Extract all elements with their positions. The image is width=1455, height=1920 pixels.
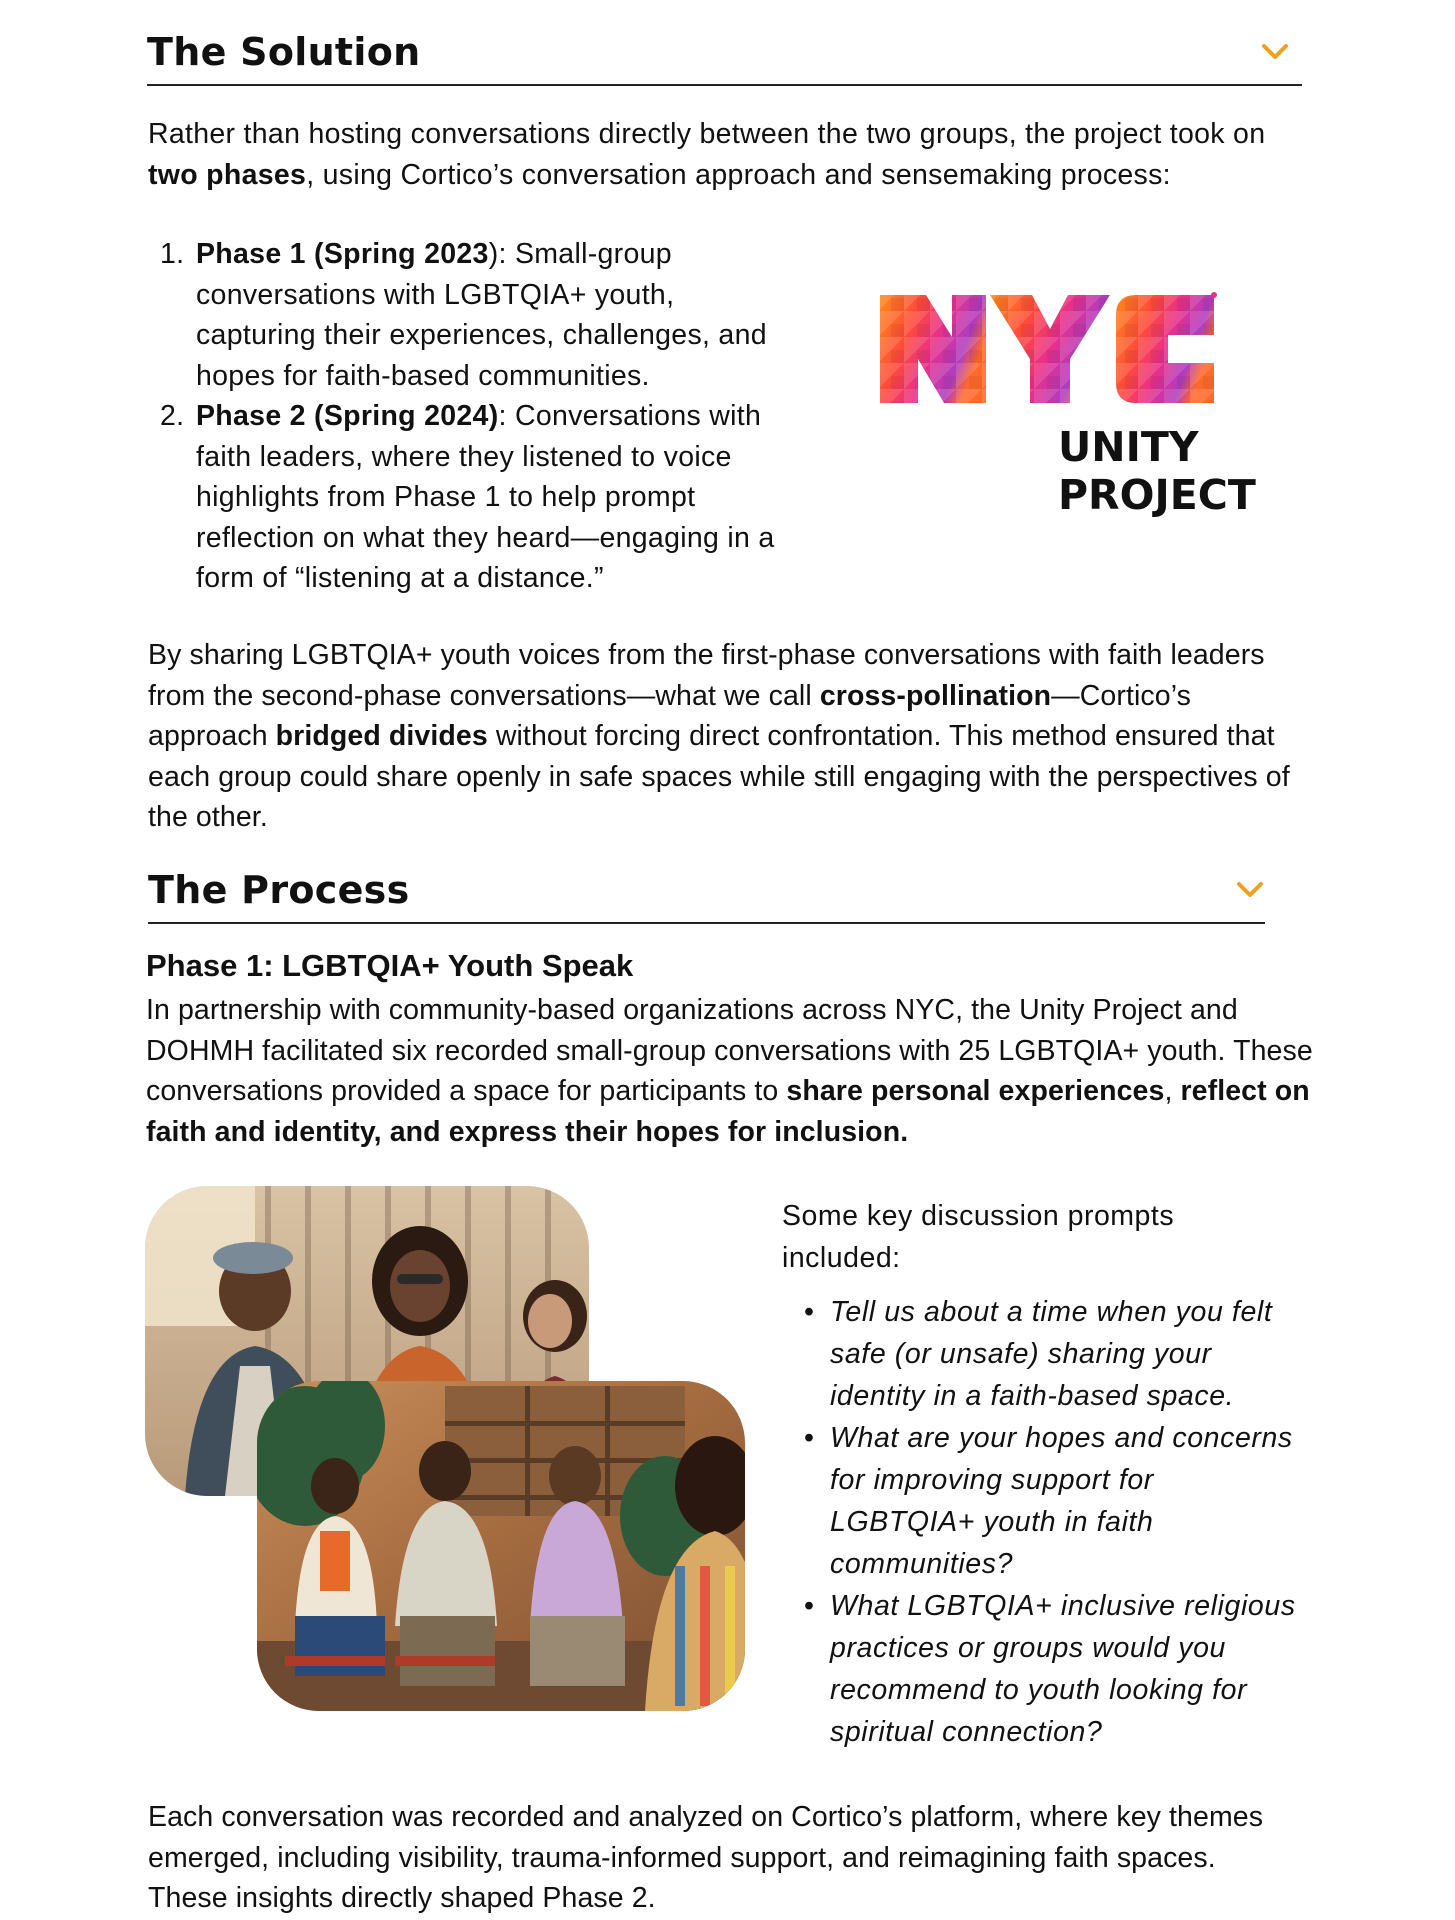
solution-intro-text-end: , using Cortico’s conversation approach and sensemaking process: bbox=[306, 158, 1171, 191]
closing-bold-cross-pollination: cross-pollination bbox=[819, 679, 1052, 712]
phase1-text: , bbox=[1164, 1075, 1181, 1107]
nyc-letters bbox=[880, 292, 1217, 403]
closing-bold-bridged-divides: bridged divides bbox=[275, 720, 488, 752]
process-heading: The Process bbox=[148, 868, 410, 912]
logo-line-unity: UNITY bbox=[1058, 423, 1199, 471]
list-item bbox=[148, 234, 798, 396]
solution-header[interactable] bbox=[147, 20, 1302, 86]
process-closing: Each conversation was recorded and analyzed on Cortico’s platform, where key themes emerged, including visibility, trauma-informed support, and reimagining faith spaces. These insights directly shaped Phase 2. bbox=[148, 1801, 1264, 1914]
list-item: • What LGBTQIA+ inclusive religious practices or groups would you recommend to youth looking for spiritual connection? bbox=[782, 1585, 1302, 1753]
chevron-down-icon[interactable] bbox=[1235, 875, 1265, 905]
phase-title-close: ) bbox=[488, 238, 499, 270]
phase-title: Phase 2 (Spring 2024) bbox=[196, 400, 499, 432]
list-item: • What are your hopes and concerns for improving support for LGBTQIA+ youth in faith communities? bbox=[782, 1417, 1302, 1585]
prompts-list bbox=[782, 1291, 1302, 1753]
phase1-description bbox=[146, 990, 1316, 1152]
phase1-bold: reflect on faith and identity, and express their hopes for inclusion. bbox=[146, 1075, 1310, 1148]
closing-text: without forcing direct confrontation. This method ensured that each group could share openly in safe spaces while still engaging with the perspectives of the other. bbox=[148, 720, 1290, 833]
closing-text: —Cortico’s approach bbox=[148, 679, 1191, 752]
solution-intro-bold: two phases bbox=[148, 158, 307, 191]
solution-intro bbox=[148, 114, 1308, 195]
list-item: • Tell us about a time when you felt safe (or unsafe) sharing your identity in a faith-based space. bbox=[782, 1291, 1302, 1417]
photo-group-indoor bbox=[245, 1371, 745, 1711]
logo-text bbox=[1058, 423, 1256, 519]
phase1-text: In partnership with community-based organizations across NYC, the Unity Project and DOHMH facilitated six recorded small-group conversations with 25 LGBTQIA+ youth. These conversations provided a space for participants to bbox=[146, 994, 1313, 1107]
list-number: 1. bbox=[160, 238, 185, 270]
nyc-unity-project-logo bbox=[878, 285, 1258, 530]
phase-text: : Conversations with faith leaders, where they listened to voice highlights from Phase 1 to help prompt reflection on what they heard—engaging in a form of “listening at a distance.” bbox=[196, 400, 775, 594]
phase-text: : Small-group conversations with LGBTQIA+ youth, capturing their experiences, challenges, and hopes for faith-based communities. bbox=[196, 238, 767, 392]
prompts-intro: Some key discussion prompts included: bbox=[782, 1200, 1175, 1274]
solution-heading: The Solution bbox=[147, 30, 421, 74]
phases-list bbox=[148, 234, 798, 599]
list-number: 2. bbox=[160, 400, 185, 432]
phase1-title: Phase 1: LGBTQIA+ Youth Speak bbox=[146, 948, 634, 983]
phase1-bold: share personal experiences bbox=[786, 1075, 1165, 1107]
solution-intro-text: Rather than hosting conversations directly between the two groups, the project took on bbox=[148, 118, 1266, 150]
youth-photo-collage bbox=[145, 1186, 745, 1726]
closing-text: By sharing LGBTQIA+ youth voices from the first-phase conversations with faith leaders from the second-phase conversations—what we call bbox=[148, 639, 1265, 712]
chevron-down-icon[interactable] bbox=[1260, 37, 1290, 67]
process-header[interactable] bbox=[148, 858, 1265, 924]
list-item bbox=[148, 396, 798, 599]
solution-closing bbox=[148, 635, 1313, 838]
phase-title: Phase 1 (Spring 2023 bbox=[196, 238, 489, 270]
logo-line-project: PROJECT bbox=[1058, 471, 1256, 519]
